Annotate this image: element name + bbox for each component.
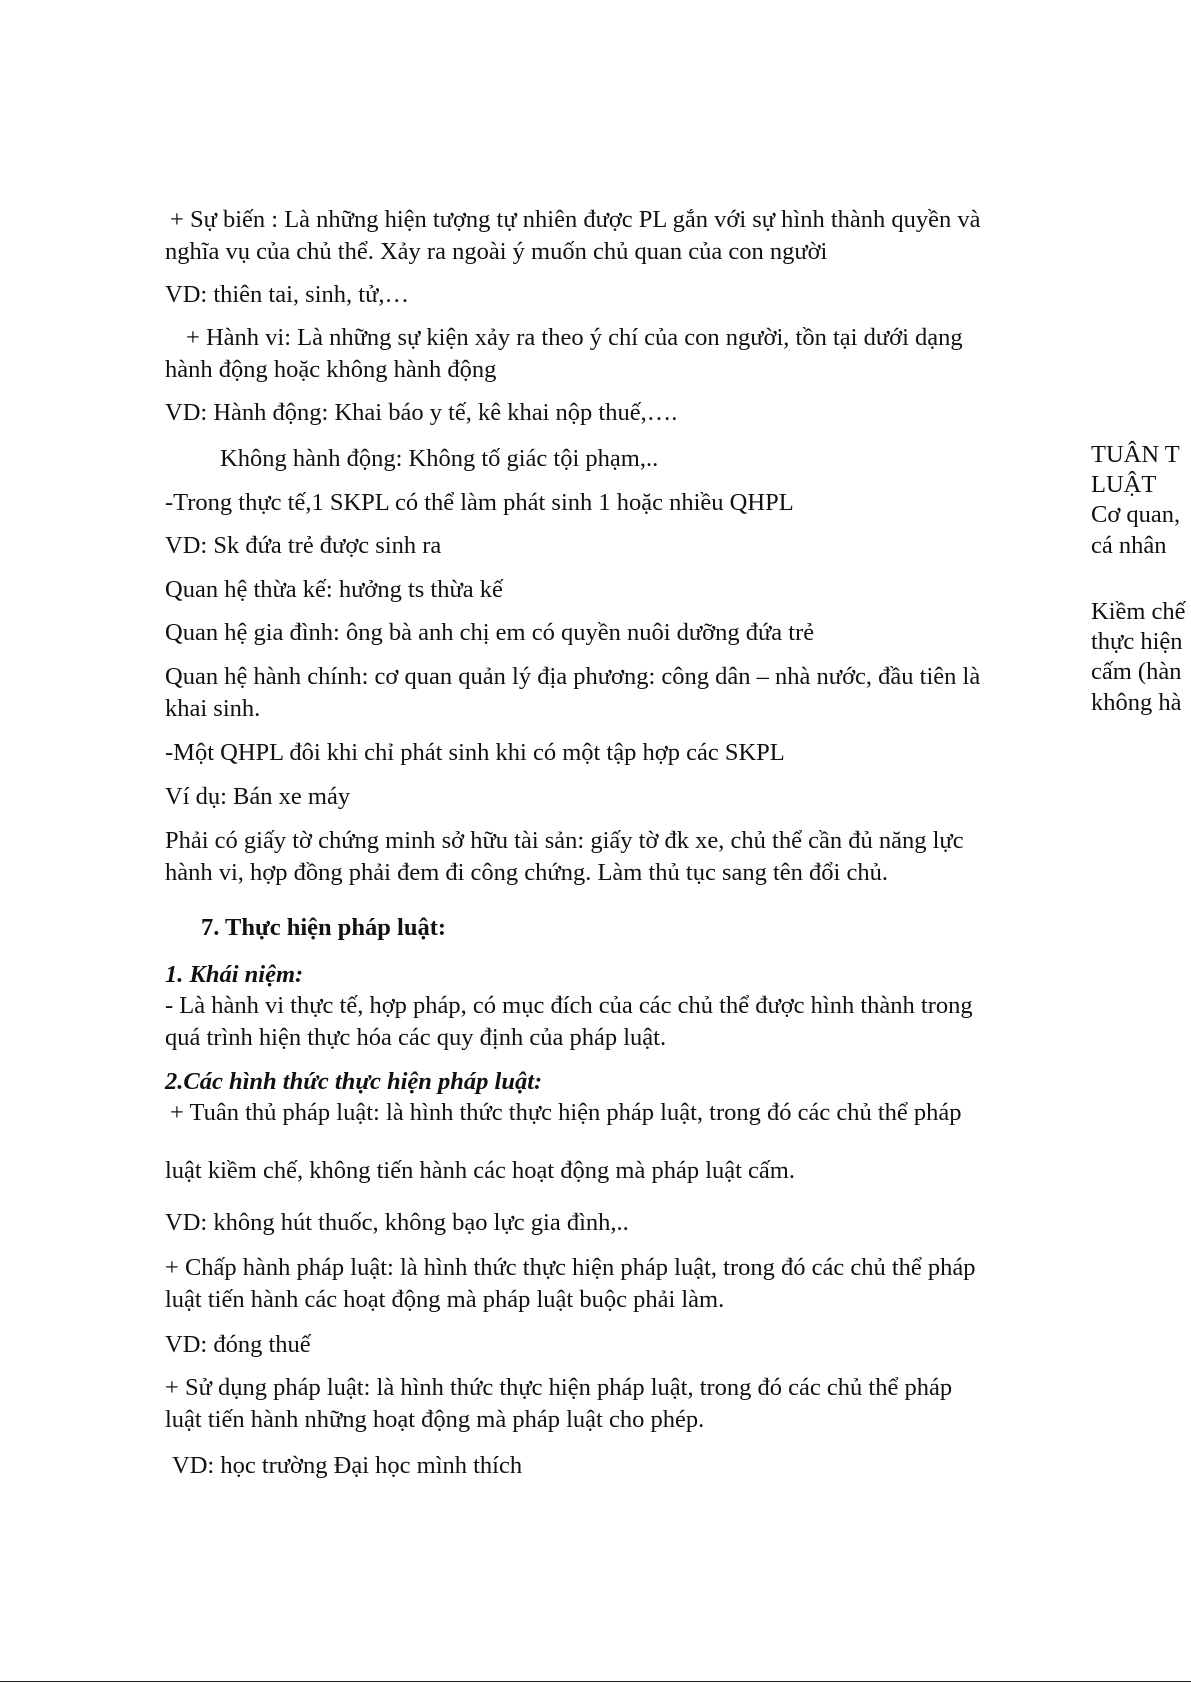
vd-hanh-dong: VD: Hành động: Khai báo y tế, kê khai nộp thuế,…. xyxy=(165,399,678,426)
su-dung-line-1: + Sử dụng pháp luật: là hình thức thực hiện pháp luật, trong đó các chủ thể pháp xyxy=(165,1374,953,1401)
phai-co-line-2: hành vi, hợp đồng phải đem đi công chứng. Làm thủ tục sang tên đổi chủ. xyxy=(165,859,888,886)
vd-khong-hut: VD: không hút thuốc, không bạo lực gia đình,.. xyxy=(165,1209,629,1236)
heading-khai-niem: 1. Khái niệm: xyxy=(165,961,304,988)
hanh-vi-line-2: hành động hoặc không hành động xyxy=(165,356,497,383)
heading-thuc-hien-phap-luat: 7. Thực hiện pháp luật: xyxy=(201,914,447,941)
vi-du-xe: Ví dụ: Bán xe máy xyxy=(165,783,351,810)
mot-qhpl: -Một QHPL đôi khi chỉ phát sinh khi có một tập hợp các SKPL xyxy=(165,739,785,766)
side-line-a4: cá nhân xyxy=(1091,532,1167,559)
side-line-a3: Cơ quan, xyxy=(1091,501,1181,528)
heading-hinh-thuc: 2.Các hình thức thực hiện pháp luật: xyxy=(165,1068,543,1095)
khai-niem-line-2: quá trình hiện thực hóa các quy định của pháp luật. xyxy=(165,1024,667,1051)
side-line-b4: không hà xyxy=(1091,689,1182,716)
khong-hanh-dong: Không hành động: Không tố giác tội phạm,.. xyxy=(220,445,659,472)
hanh-vi-line-1: + Hành vi: Là những sự kiện xảy ra theo ý chí của con người, tồn tại dưới dạng xyxy=(186,324,963,351)
qh-hanh-chinh-line-2: khai sinh. xyxy=(165,695,261,722)
chap-hanh-line-1: + Chấp hành pháp luật: là hình thức thực hiện pháp luật, trong đó các chủ thể pháp xyxy=(165,1254,976,1281)
qh-gia-dinh: Quan hệ gia đình: ông bà anh chị em có quyền nuôi dưỡng đứa trẻ xyxy=(165,619,815,646)
tuan-thu-line-2: luật kiềm chế, không tiến hành các hoạt động mà pháp luật cấm. xyxy=(165,1157,795,1184)
qh-hanh-chinh-line-1: Quan hệ hành chính: cơ quan quản lý địa phương: công dân – nhà nước, đầu tiên là xyxy=(165,663,981,690)
side-line-b1: Kiềm chế xyxy=(1091,598,1186,625)
su-bien-line-2: nghĩa vụ của chủ thể. Xảy ra ngoài ý muốn chủ quan của con người xyxy=(165,238,828,265)
page-bottom-rule xyxy=(0,1681,1191,1682)
vd-dong-thue: VD: đóng thuế xyxy=(165,1331,311,1358)
side-line-a1: TUÂN T xyxy=(1091,441,1180,468)
phai-co-line-1: Phải có giấy tờ chứng minh sở hữu tài sản: giấy tờ đk xe, chủ thể cần đủ năng lực xyxy=(165,827,964,854)
side-line-b2: thực hiện xyxy=(1091,628,1183,655)
su-dung-line-2: luật tiến hành những hoạt động mà pháp luật cho phép. xyxy=(165,1406,705,1433)
khai-niem-line-1: - Là hành vi thực tế, hợp pháp, có mục đích của các chủ thể được hình thành trong xyxy=(165,992,973,1019)
chap-hanh-line-2: luật tiến hành các hoạt động mà pháp luật buộc phải làm. xyxy=(165,1286,725,1313)
trong-thuc-te: -Trong thực tế,1 SKPL có thể làm phát sinh 1 hoặc nhiều QHPL xyxy=(165,489,794,516)
qh-thua-ke: Quan hệ thừa kế: hưởng ts thừa kế xyxy=(165,576,503,603)
vd-hoc: VD: học trường Đại học mình thích xyxy=(172,1452,523,1479)
vd-thien-tai: VD: thiên tai, sinh, tử,… xyxy=(165,281,409,308)
side-line-a2: LUẬT xyxy=(1091,471,1157,498)
vd-sk: VD: Sk đứa trẻ được sinh ra xyxy=(165,532,442,559)
su-bien-line-1: + Sự biến : Là những hiện tượng tự nhiên được PL gắn với sự hình thành quyền và xyxy=(170,206,981,233)
tuan-thu-line-1: + Tuân thủ pháp luật: là hình thức thực hiện pháp luật, trong đó các chủ thể pháp xyxy=(170,1099,962,1126)
side-line-b3: cấm (hàn xyxy=(1091,658,1182,685)
